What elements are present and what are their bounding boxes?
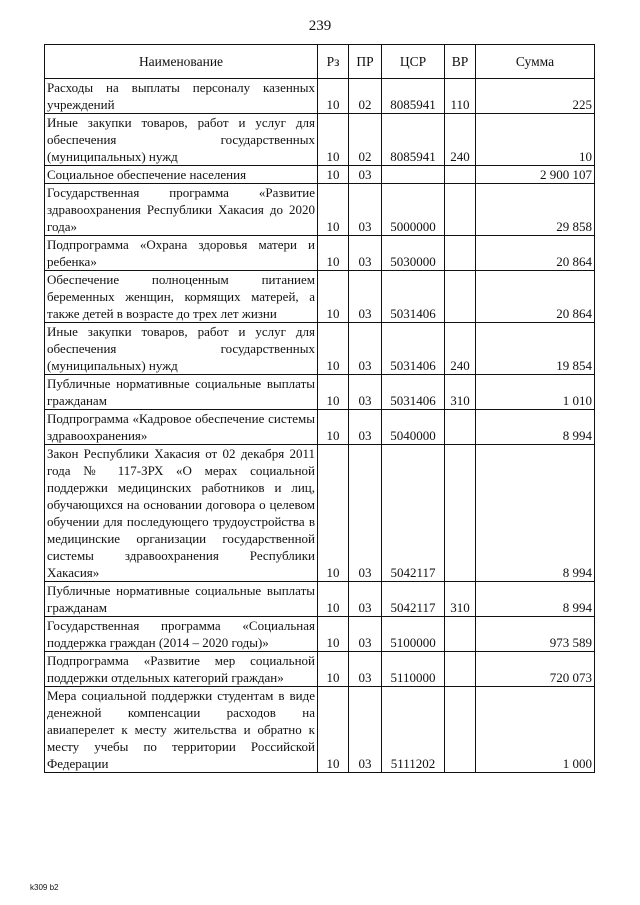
row-pr: 03 — [349, 687, 382, 773]
row-rz: 10 — [318, 582, 349, 617]
row-pr: 02 — [349, 79, 382, 114]
row-sum: 1 010 — [476, 375, 595, 410]
row-pr: 03 — [349, 271, 382, 323]
row-name: Иные закупки товаров, работ и услуг для обеспечения государственных (муниципальных) нужд — [45, 323, 318, 375]
row-csr: 5040000 — [382, 410, 445, 445]
row-csr: 5111202 — [382, 687, 445, 773]
header-name: Наименование — [45, 45, 318, 79]
table-row — [45, 166, 595, 184]
row-vr: 310 — [445, 375, 476, 410]
row-name: Социальное обеспечение населения — [45, 166, 318, 184]
row-name: Закон Республики Хакасия от 02 декабря 2011 года № 117-ЗРХ «О мерах социальной поддержки медицинских работников и лиц, обучающихся на основании договора о целевом обучении для последующего трудоустройства в медицинские организации государственной системы здравоохранения Республики Хакасия» — [45, 445, 318, 582]
row-sum: 20 864 — [476, 271, 595, 323]
row-name: Мера социальной поддержки студентам в виде денежной компенсации расходов на авиаперелет к месту жительства и обратно к месту учебы по территории Российской Федерации — [45, 687, 318, 773]
row-vr — [445, 410, 476, 445]
row-csr: 5000000 — [382, 184, 445, 236]
row-name: Государственная программа «Социальная поддержка граждан (2014 – 2020 годы)» — [45, 617, 318, 652]
table-row — [45, 687, 595, 773]
row-pr: 03 — [349, 166, 382, 184]
table-row — [45, 323, 595, 375]
row-name: Подпрограмма «Развитие мер социальной поддержки отдельных категорий граждан» — [45, 652, 318, 687]
table-row — [45, 445, 595, 582]
row-pr: 03 — [349, 375, 382, 410]
header-csr: ЦСР — [382, 45, 445, 79]
row-rz: 10 — [318, 79, 349, 114]
row-pr: 03 — [349, 410, 382, 445]
row-csr: 5100000 — [382, 617, 445, 652]
row-name: Публичные нормативные социальные выплаты гражданам — [45, 375, 318, 410]
row-csr — [382, 166, 445, 184]
row-csr: 5031406 — [382, 375, 445, 410]
row-name: Расходы на выплаты персоналу казенных учреждений — [45, 79, 318, 114]
row-pr: 02 — [349, 114, 382, 166]
row-sum: 20 864 — [476, 236, 595, 271]
table-row — [45, 582, 595, 617]
row-vr — [445, 271, 476, 323]
table-row — [45, 375, 595, 410]
row-vr — [445, 617, 476, 652]
row-vr: 240 — [445, 323, 476, 375]
row-name: Иные закупки товаров, работ и услуг для обеспечения государственных (муниципальных) нужд — [45, 114, 318, 166]
row-vr — [445, 445, 476, 582]
row-rz: 10 — [318, 617, 349, 652]
row-sum: 2 900 107 — [476, 166, 595, 184]
row-pr: 03 — [349, 323, 382, 375]
row-csr: 5042117 — [382, 582, 445, 617]
row-rz: 10 — [318, 410, 349, 445]
row-vr: 240 — [445, 114, 476, 166]
table-row — [45, 114, 595, 166]
row-rz: 10 — [318, 236, 349, 271]
row-pr: 03 — [349, 617, 382, 652]
row-vr — [445, 687, 476, 773]
row-pr: 03 — [349, 582, 382, 617]
row-csr: 5031406 — [382, 323, 445, 375]
row-sum: 1 000 — [476, 687, 595, 773]
row-vr — [445, 652, 476, 687]
table-row — [45, 236, 595, 271]
row-name: Публичные нормативные социальные выплаты гражданам — [45, 582, 318, 617]
row-vr — [445, 184, 476, 236]
row-csr: 8085941 — [382, 79, 445, 114]
table-row — [45, 410, 595, 445]
row-sum: 29 858 — [476, 184, 595, 236]
header-row — [45, 45, 595, 79]
row-sum: 720 073 — [476, 652, 595, 687]
row-rz: 10 — [318, 114, 349, 166]
row-sum: 8 994 — [476, 445, 595, 582]
row-rz: 10 — [318, 445, 349, 582]
row-sum: 10 — [476, 114, 595, 166]
budget-table — [44, 44, 595, 773]
table-row — [45, 617, 595, 652]
table-row — [45, 652, 595, 687]
row-pr: 03 — [349, 445, 382, 582]
row-vr — [445, 236, 476, 271]
row-vr: 310 — [445, 582, 476, 617]
row-rz: 10 — [318, 652, 349, 687]
row-csr: 5030000 — [382, 236, 445, 271]
row-rz: 10 — [318, 687, 349, 773]
table-row — [45, 271, 595, 323]
table-row — [45, 79, 595, 114]
row-rz: 10 — [318, 271, 349, 323]
row-sum: 973 589 — [476, 617, 595, 652]
header-pr: ПР — [349, 45, 382, 79]
row-csr: 5110000 — [382, 652, 445, 687]
table-row — [45, 184, 595, 236]
header-vr: ВР — [445, 45, 476, 79]
row-csr: 8085941 — [382, 114, 445, 166]
row-sum: 19 854 — [476, 323, 595, 375]
row-name: Обеспечение полноценным питанием беременных женщин, кормящих матерей, а также детей в возрасте до трех лет жизни — [45, 271, 318, 323]
row-rz: 10 — [318, 184, 349, 236]
row-csr: 5031406 — [382, 271, 445, 323]
row-sum: 225 — [476, 79, 595, 114]
header-sum: Сумма — [476, 45, 595, 79]
footer-code: k309 b2 — [30, 883, 59, 892]
row-vr — [445, 166, 476, 184]
row-csr: 5042117 — [382, 445, 445, 582]
row-name: Подпрограмма «Кадровое обеспечение системы здравоохранения» — [45, 410, 318, 445]
row-pr: 03 — [349, 236, 382, 271]
row-vr: 110 — [445, 79, 476, 114]
row-rz: 10 — [318, 166, 349, 184]
row-sum: 8 994 — [476, 410, 595, 445]
row-name: Подпрограмма «Охрана здоровья матери и ребенка» — [45, 236, 318, 271]
row-name: Государственная программа «Развитие здравоохранения Республики Хакасия до 2020 года» — [45, 184, 318, 236]
row-sum: 8 994 — [476, 582, 595, 617]
row-pr: 03 — [349, 184, 382, 236]
row-pr: 03 — [349, 652, 382, 687]
header-rz: Рз — [318, 45, 349, 79]
row-rz: 10 — [318, 323, 349, 375]
row-rz: 10 — [318, 375, 349, 410]
page-number: 239 — [308, 18, 332, 34]
